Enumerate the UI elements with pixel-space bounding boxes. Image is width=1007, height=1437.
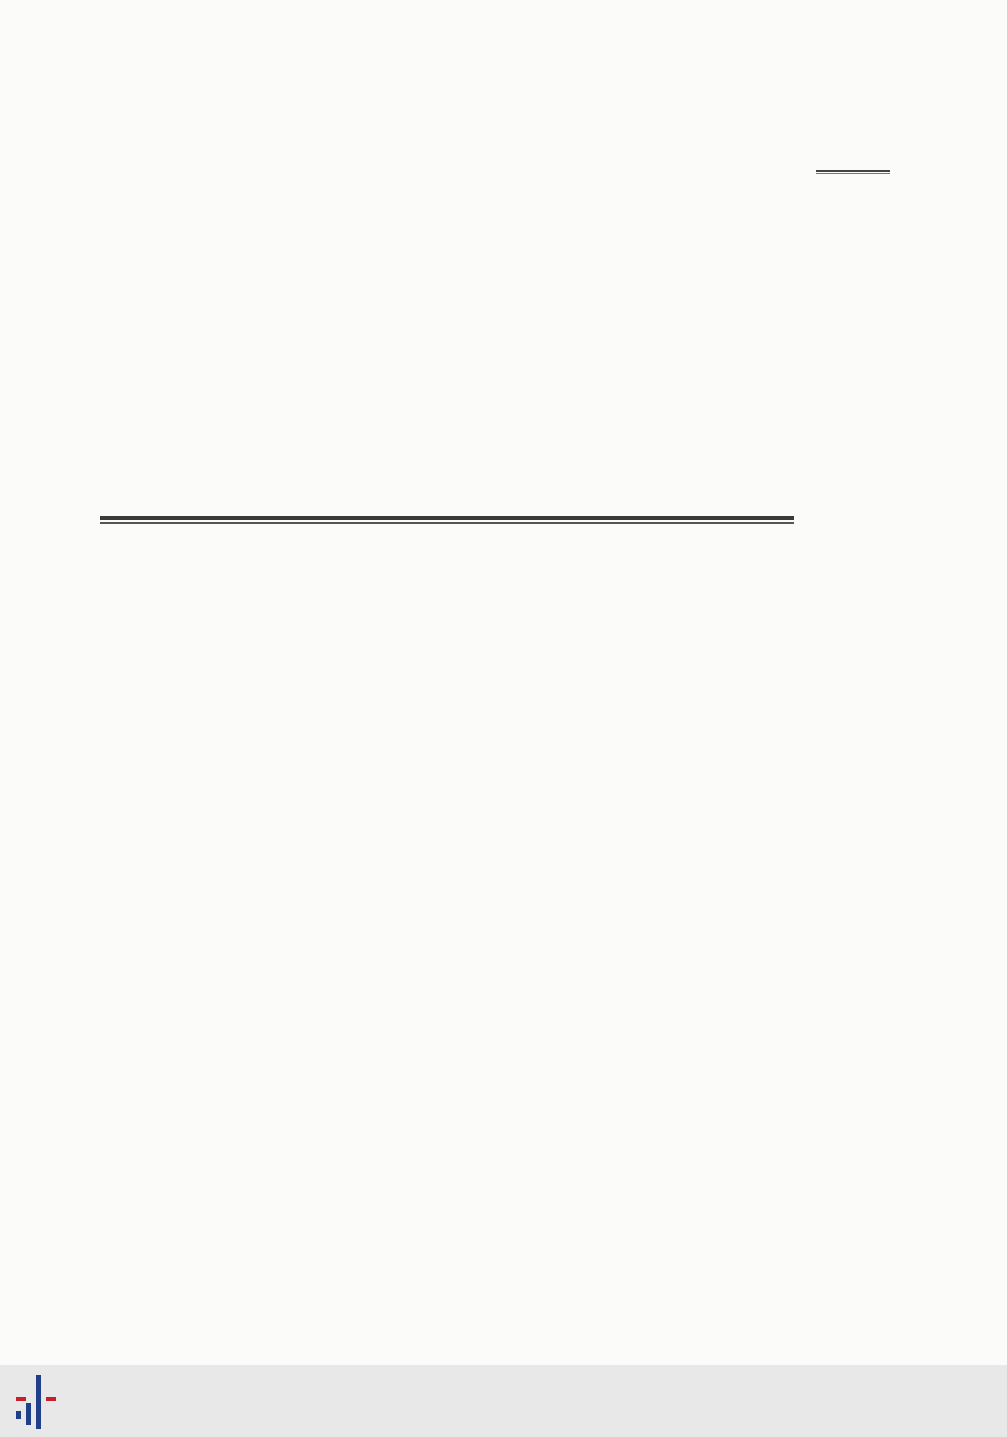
section-divider: [100, 516, 794, 524]
viewer-footer: [0, 1365, 1007, 1437]
margin-rule: [816, 170, 890, 174]
library-logo-icon: [14, 1375, 64, 1429]
